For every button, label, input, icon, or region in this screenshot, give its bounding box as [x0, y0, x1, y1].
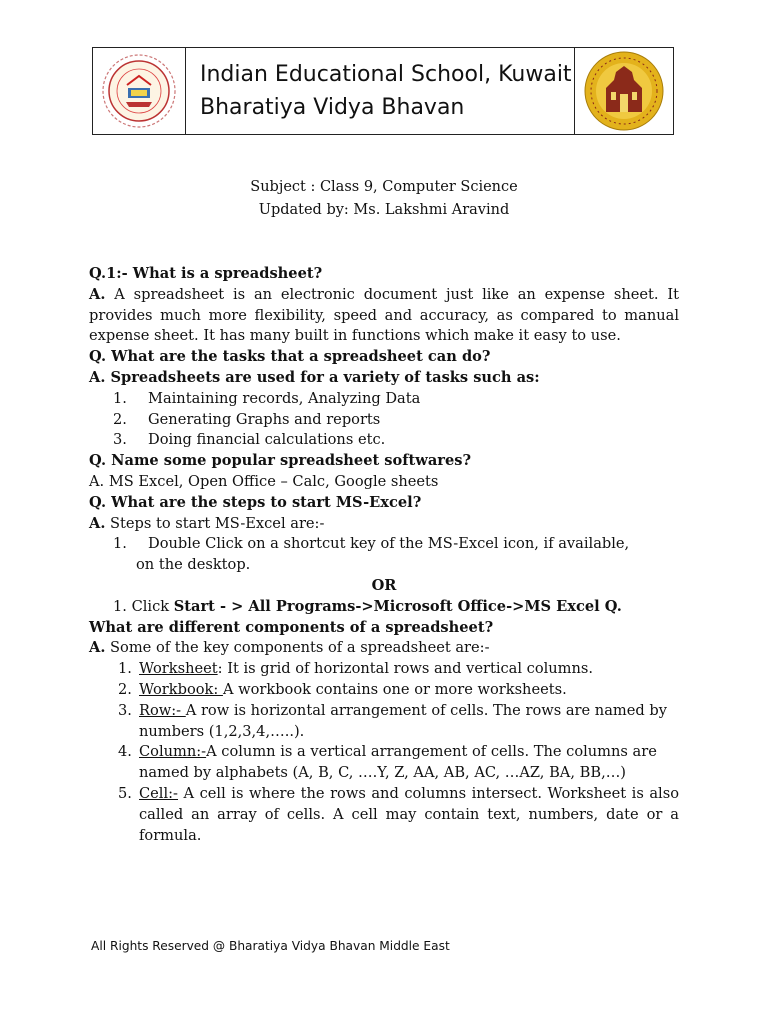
q1-question: Q.1:- What is a spreadsheet?: [89, 265, 323, 282]
step-item-alt: 1. Click Start - > All Programs->Microsoft Office->MS Excel Q.: [113, 597, 622, 615]
component-item-column: 4. Column:-A column is a vertical arrangement of cells. The columns are named by alphabets (A, B, C, ….Y, Z, AA, AB, AC, …AZ, BA, BB,…): [118, 743, 657, 782]
q1-answer: A. A spreadsheet is an electronic document just like an expense sheet. It provides much more flexibility, speed and accuracy, as compared to manual expense sheet. It has many built in functions which make it easy to use.: [89, 285, 679, 345]
document-body: [89, 264, 679, 846]
school-logo-cell: [93, 48, 186, 134]
list-item: 3. Doing financial calculations etc.: [113, 431, 386, 449]
component-item-worksheet: 1. Worksheet: It is grid of horizontal rows and vertical columns.: [118, 660, 594, 678]
q5-answer: A. Some of the key components of a spreadsheet are:-: [89, 639, 490, 657]
step-item-continued: on the desktop.: [136, 556, 251, 574]
bhavan-emblem-icon: [583, 50, 665, 132]
component-item-workbook: 2. Workbook: A workbook contains one or more worksheets.: [118, 680, 567, 698]
copyright-footer: All Rights Reserved @ Bharatiya Vidya Bhavan Middle East: [91, 939, 450, 953]
q2-answer: A. Spreadsheets are used for a variety of tasks such as:: [89, 368, 540, 386]
header-title-block: [186, 48, 574, 134]
step-item: 1. Double Click on a shortcut key of the MS-Excel icon, if available,: [113, 535, 630, 553]
school-emblem-icon: [100, 52, 178, 130]
q2-question: Q. What are the tasks that a spreadsheet can do?: [89, 348, 491, 366]
q3-answer: A. MS Excel, Open Office – Calc, Google sheets: [89, 472, 439, 490]
q4-answer: A. Steps to start MS-Excel are:-: [89, 514, 325, 532]
subject-line: Subject : Class 9, Computer Science: [250, 179, 518, 195]
list-item: 2. Generating Graphs and reports: [113, 410, 381, 428]
school-header: [92, 47, 674, 135]
q3-question: Q. Name some popular spreadsheet softwares?: [89, 452, 472, 470]
component-item-cell: 5. Cell:- A cell is where the rows and columns intersect. Worksheet is also called an array of cells. A cell may contain text, numbers, date or a formula.: [118, 784, 679, 844]
school-name: Indian Educational School, Kuwait: [200, 62, 572, 87]
or-separator: OR: [371, 576, 397, 594]
org-name: Bharatiya Vidya Bhavan: [200, 95, 465, 120]
q4-question: Q. What are the steps to start MS-Excel?: [89, 493, 422, 511]
bhavan-logo-cell: [574, 48, 673, 134]
updated-by-line: Updated by: Ms. Lakshmi Aravind: [258, 202, 510, 218]
list-item: 1. Maintaining records, Analyzing Data: [113, 389, 421, 407]
q5-question: What are different components of a spreadsheet?: [89, 618, 494, 636]
component-item-row: 3. Row:- A row is horizontal arrangement of cells. The rows are named by numbers (1,2,3,4,…..).: [118, 701, 667, 740]
